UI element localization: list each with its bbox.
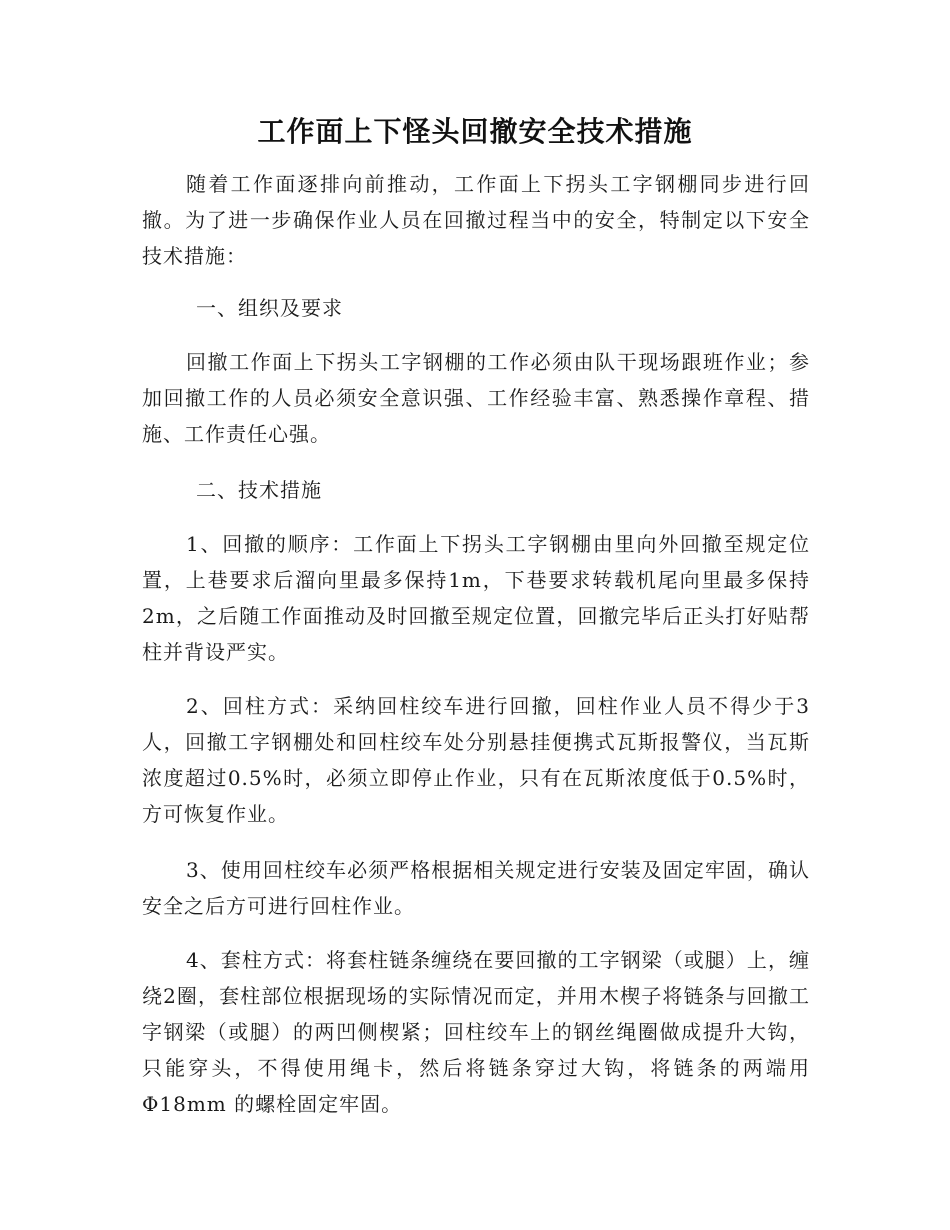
measure-item-2: 2、回柱方式：采纳回柱绞车进行回撤，回柱作业人员不得少于3人，回撤工字钢棚处和回柱绞车处分别悬挂便携式瓦斯报警仪，当瓦斯浓度超过0.5%时，必须立即停止作业，只有在瓦斯浓度低于0.5%时，方可恢复作业。 xyxy=(142,694,810,826)
measure-item-3: 3、使用回柱绞车必须严格根据相关规定进行安装及固定牢固，确认安全之后方可进行回柱作业。 xyxy=(142,858,810,918)
section1-paragraph: 回撤工作面上下拐头工字钢棚的工作必须由队干现场跟班作业；参加回撤工作的人员必须安全意识强、工作经验丰富、熟悉操作章程、措施、工作责任心强。 xyxy=(142,350,810,446)
section1-heading: 一、组织及要求 xyxy=(196,296,343,320)
measure-item-1: 1、回撤的顺序：工作面上下拐头工字钢棚由里向外回撤至规定位置，上巷要求后溜向里最多保持1m，下巷要求转载机尾向里最多保持2m，之后随工作面推动及时回撤至规定位置，回撤完毕后正头打好贴帮柱并背设严实。 xyxy=(142,532,810,664)
section2-heading: 二、技术措施 xyxy=(196,478,322,502)
document-title: 工作面上下怪头回撤安全技术措施 xyxy=(257,115,693,148)
measure-item-4: 4、套柱方式：将套柱链条缠绕在要回撤的工字钢梁（或腿）上，缠绕2圈，套柱部位根据现场的实际情况而定，并用木楔子将链条与回撤工字钢梁（或腿）的两凹侧楔紧；回柱绞车上的钢丝绳圈做成提升大钩，只能穿头，不得使用绳卡，然后将链条穿过大钩，将链条的两端用 Φ18mm 的螺栓固定牢固。 xyxy=(142,948,810,1116)
intro-paragraph: 随着工作面逐排向前推动，工作面上下拐头工字钢棚同步进行回撤。为了进一步确保作业人员在回撤过程当中的安全，特制定以下安全技术措施： xyxy=(142,172,810,268)
